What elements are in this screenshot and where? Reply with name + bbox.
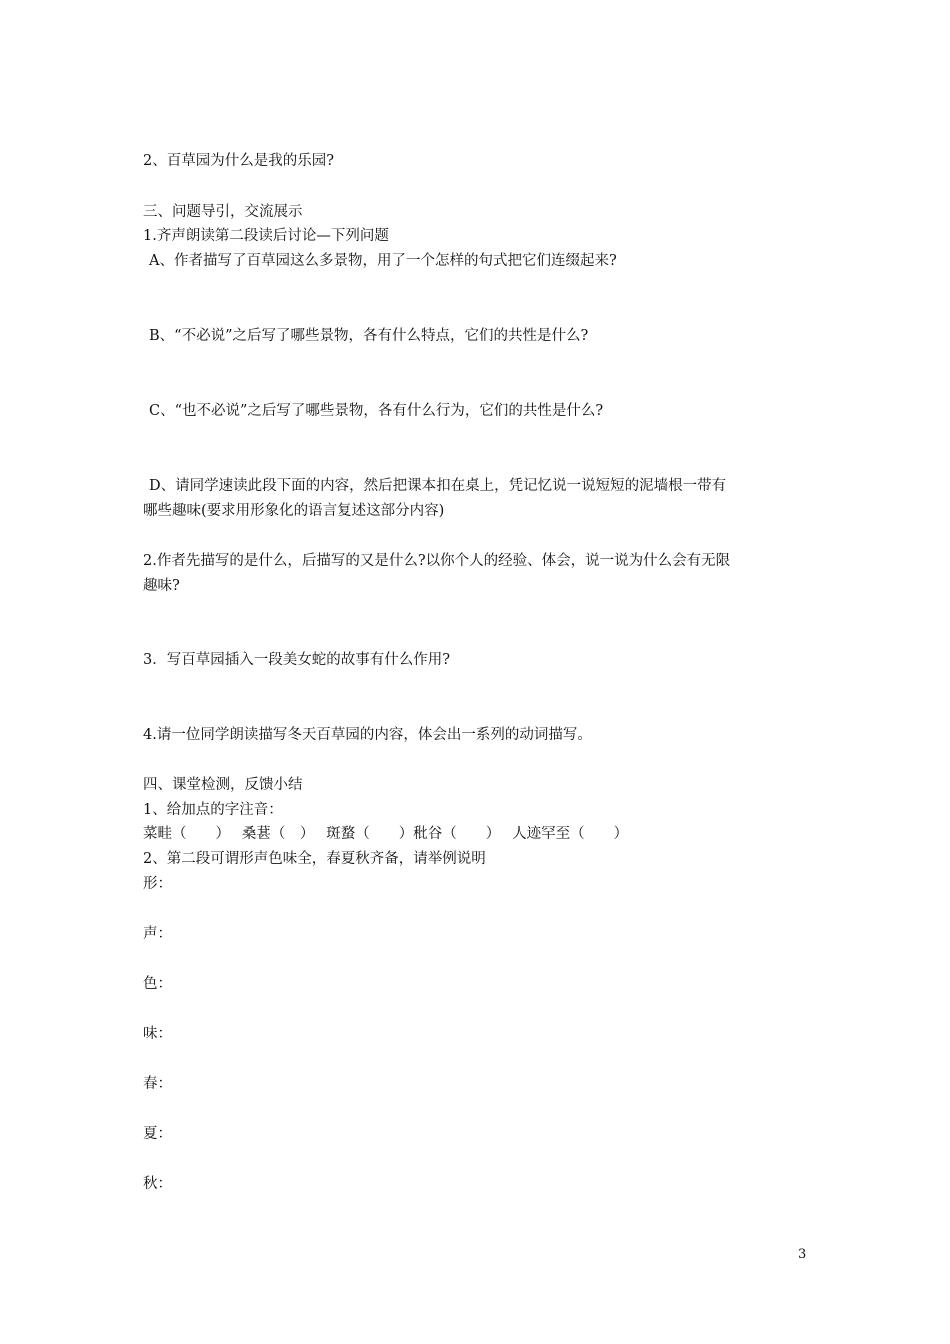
section-3-heading: 三、问题导引，交流展示 xyxy=(143,204,303,220)
label-color: 色： xyxy=(143,976,172,992)
page-number: 3 xyxy=(798,1247,807,1262)
label-autumn: 秋： xyxy=(143,1176,172,1192)
item-1-c: C、“也不必说”之后写了哪些景物，各有什么行为，它们的共性是什么? xyxy=(149,403,604,419)
label-shape: 形： xyxy=(143,876,172,892)
question-2: 2、百草园为什么是我的乐园? xyxy=(143,153,334,169)
item-1-d-line-1: D、请同学速读此段下面的内容，然后把课本扣在桌上，凭记忆说一说短短的泥墙根一带有 xyxy=(149,478,727,494)
item-1-b: B、“不必说”之后写了哪些景物，各有什么特点，它们的共性是什么? xyxy=(149,328,589,344)
label-spring: 春： xyxy=(143,1076,172,1092)
item-2-line-2: 趣味? xyxy=(143,578,180,594)
item-1-d-line-2: 哪些趣味(要求用形象化的语言复述这部分内容) xyxy=(143,503,445,519)
item-1-a: A、作者描写了百草园这么多景物，用了一个怎样的句式把它们连缀起来? xyxy=(149,253,617,269)
item-3: 3．写百草园插入一段美女蛇的故事有什么作用? xyxy=(143,652,450,668)
item-4: 4.请一位同学朗读描写冬天百草园的内容，体会出一系列的动词描写。 xyxy=(143,727,592,743)
label-summer: 夏： xyxy=(143,1126,172,1142)
test-1-words: 菜畦（ ） 桑葚（ ） 斑蝥（ ）秕谷（ ） 人迹罕至（ ） xyxy=(143,826,629,842)
section-4-heading: 四、课堂检测，反馈小结 xyxy=(143,777,303,793)
item-2-line-1: 2.作者先描写的是什么，后描写的又是什么?以你个人的经验、体会，说一说为什么会有无限 xyxy=(143,553,731,569)
label-sound: 声： xyxy=(143,926,172,942)
item-1: 1.齐声朗读第二段读后讨论—下列问题 xyxy=(143,228,389,244)
test-1: 1、给加点的字注音： xyxy=(143,802,283,818)
label-taste: 味： xyxy=(143,1026,172,1042)
test-2: 2、第二段可谓形声色味全，春夏秋齐备，请举例说明 xyxy=(143,851,486,867)
